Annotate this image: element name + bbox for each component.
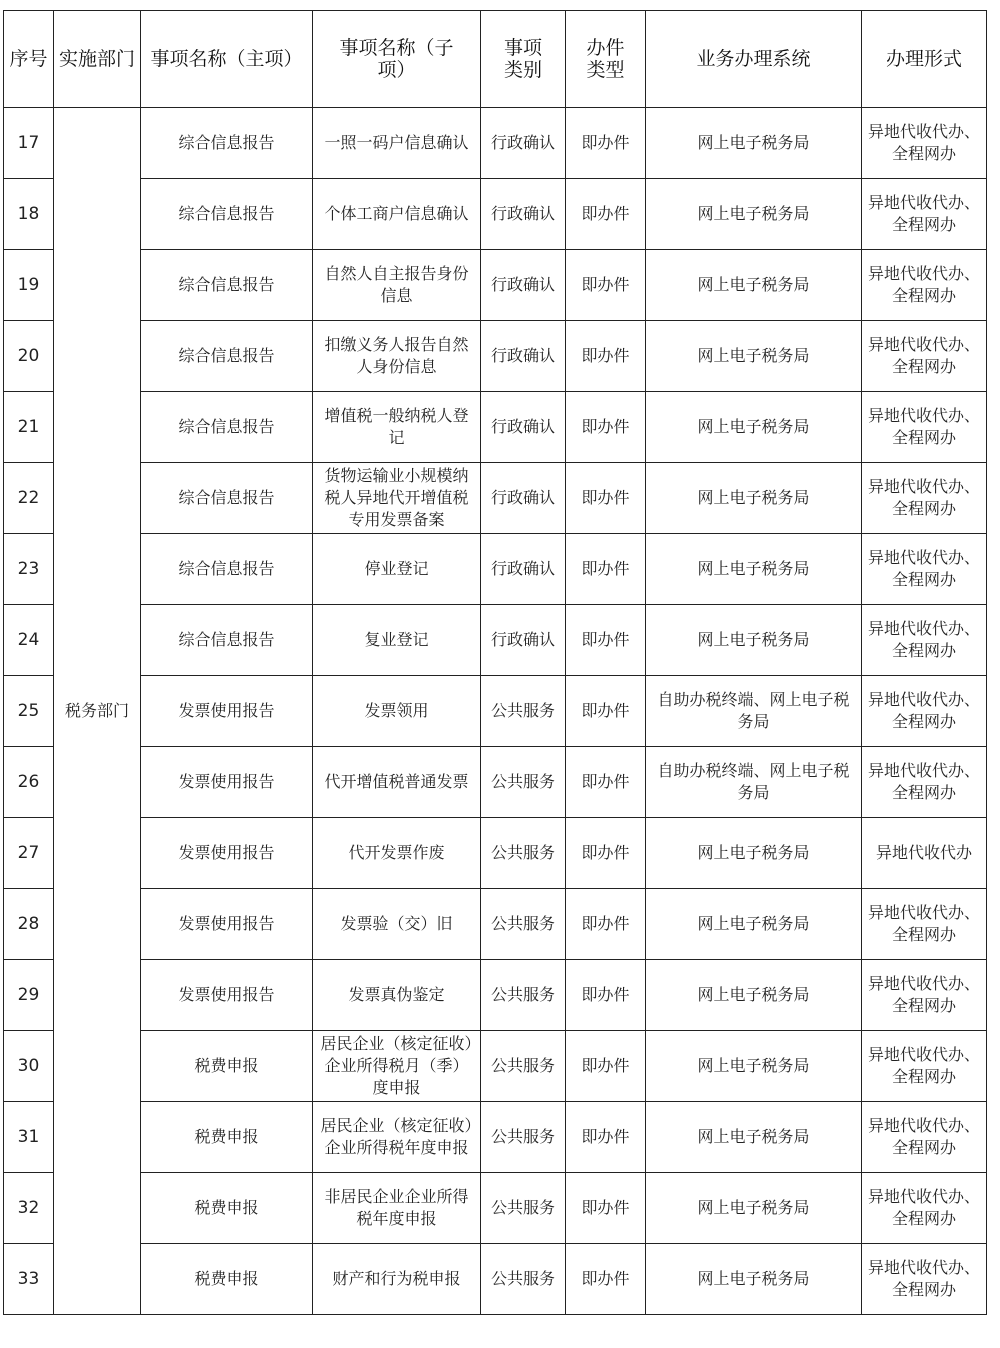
cell-system: 网上电子税务局 (646, 818, 862, 889)
cell-handle-type: 即办件 (566, 250, 646, 321)
cell-system: 自助办税终端、网上电子税务局 (646, 676, 862, 747)
table-row (4, 250, 987, 321)
cell-seq: 21 (4, 392, 54, 463)
cell-sub-item: 一照一码户信息确认 (313, 108, 481, 179)
table-row (4, 747, 987, 818)
cell-category: 公共服务 (481, 1244, 566, 1315)
cell-system: 网上电子税务局 (646, 108, 862, 179)
cell-sub-item: 财产和行为税申报 (313, 1244, 481, 1315)
cell-main-item: 综合信息报告 (141, 392, 313, 463)
table-row (4, 108, 987, 179)
cell-sub-item: 居民企业（核定征收）企业所得税年度申报 (313, 1102, 481, 1173)
cell-category: 公共服务 (481, 1173, 566, 1244)
header-form: 办理形式 (862, 11, 987, 108)
cell-system: 网上电子税务局 (646, 321, 862, 392)
header-dept: 实施部门 (54, 11, 141, 108)
cell-category: 公共服务 (481, 676, 566, 747)
cell-form: 异地代收代办、全程网办 (862, 960, 987, 1031)
header-sub-item: 事项名称（子项） (313, 11, 481, 108)
cell-form: 异地代收代办、全程网办 (862, 463, 987, 534)
table-row (4, 1102, 987, 1173)
cell-system: 网上电子税务局 (646, 889, 862, 960)
cell-main-item: 综合信息报告 (141, 321, 313, 392)
cell-seq: 32 (4, 1173, 54, 1244)
cell-main-item: 税费申报 (141, 1244, 313, 1315)
cell-handle-type: 即办件 (566, 1102, 646, 1173)
cell-sub-item: 货物运输业小规模纳税人异地代开增值税专用发票备案 (313, 463, 481, 534)
cell-handle-type: 即办件 (566, 676, 646, 747)
cell-system: 网上电子税务局 (646, 463, 862, 534)
table-row (4, 1031, 987, 1102)
cell-seq: 20 (4, 321, 54, 392)
cell-main-item: 发票使用报告 (141, 889, 313, 960)
table-row (4, 960, 987, 1031)
cell-main-item: 发票使用报告 (141, 676, 313, 747)
cell-handle-type: 即办件 (566, 1031, 646, 1102)
cell-seq: 27 (4, 818, 54, 889)
cell-handle-type: 即办件 (566, 889, 646, 960)
table-row (4, 321, 987, 392)
cell-system: 网上电子税务局 (646, 1102, 862, 1173)
cell-main-item: 发票使用报告 (141, 818, 313, 889)
table-row (4, 605, 987, 676)
cell-seq: 26 (4, 747, 54, 818)
cell-system: 网上电子税务局 (646, 960, 862, 1031)
cell-seq: 28 (4, 889, 54, 960)
cell-system: 自助办税终端、网上电子税务局 (646, 747, 862, 818)
cell-main-item: 发票使用报告 (141, 960, 313, 1031)
cell-sub-item: 发票真伪鉴定 (313, 960, 481, 1031)
cell-form: 异地代收代办、全程网办 (862, 1102, 987, 1173)
cell-form: 异地代收代办、全程网办 (862, 1244, 987, 1315)
cell-sub-item: 增值税一般纳税人登记 (313, 392, 481, 463)
cell-form: 异地代收代办、全程网办 (862, 676, 987, 747)
cell-seq: 31 (4, 1102, 54, 1173)
cell-sub-item: 发票领用 (313, 676, 481, 747)
cell-main-item: 综合信息报告 (141, 108, 313, 179)
cell-sub-item: 停业登记 (313, 534, 481, 605)
cell-sub-item: 扣缴义务人报告自然人身份信息 (313, 321, 481, 392)
cell-seq: 22 (4, 463, 54, 534)
cell-main-item: 发票使用报告 (141, 747, 313, 818)
cell-system: 网上电子税务局 (646, 605, 862, 676)
cell-handle-type: 即办件 (566, 179, 646, 250)
cell-system: 网上电子税务局 (646, 179, 862, 250)
cell-seq: 18 (4, 179, 54, 250)
cell-main-item: 综合信息报告 (141, 179, 313, 250)
cell-form: 异地代收代办 (862, 818, 987, 889)
cell-handle-type: 即办件 (566, 108, 646, 179)
table-row (4, 392, 987, 463)
cell-handle-type: 即办件 (566, 747, 646, 818)
cell-system: 网上电子税务局 (646, 392, 862, 463)
cell-main-item: 综合信息报告 (141, 463, 313, 534)
header-main-item: 事项名称（主项） (141, 11, 313, 108)
cell-handle-type: 即办件 (566, 960, 646, 1031)
cell-form: 异地代收代办、全程网办 (862, 1173, 987, 1244)
cell-sub-item: 复业登记 (313, 605, 481, 676)
cell-handle-type: 即办件 (566, 818, 646, 889)
cell-form: 异地代收代办、全程网办 (862, 747, 987, 818)
cell-seq: 17 (4, 108, 54, 179)
cell-category: 行政确认 (481, 179, 566, 250)
table-row (4, 818, 987, 889)
header-category: 事项类别 (481, 11, 566, 108)
cell-category: 行政确认 (481, 534, 566, 605)
cell-form: 异地代收代办、全程网办 (862, 108, 987, 179)
cell-form: 异地代收代办、全程网办 (862, 889, 987, 960)
cell-category: 公共服务 (481, 889, 566, 960)
cell-category: 公共服务 (481, 960, 566, 1031)
cell-form: 异地代收代办、全程网办 (862, 605, 987, 676)
header-system: 业务办理系统 (646, 11, 862, 108)
table-row (4, 534, 987, 605)
table-row (4, 1244, 987, 1315)
cell-handle-type: 即办件 (566, 463, 646, 534)
cell-seq: 29 (4, 960, 54, 1031)
header-seq: 序号 (4, 11, 54, 108)
cell-category: 行政确认 (481, 250, 566, 321)
header-handle-type: 办件类型 (566, 11, 646, 108)
cell-main-item: 税费申报 (141, 1031, 313, 1102)
table-row (4, 676, 987, 747)
cell-sub-item: 个体工商户信息确认 (313, 179, 481, 250)
cell-category: 公共服务 (481, 747, 566, 818)
cell-form: 异地代收代办、全程网办 (862, 534, 987, 605)
cell-main-item: 综合信息报告 (141, 605, 313, 676)
cell-category: 行政确认 (481, 108, 566, 179)
cell-category: 公共服务 (481, 1102, 566, 1173)
cell-seq: 23 (4, 534, 54, 605)
cell-main-item: 综合信息报告 (141, 250, 313, 321)
cell-handle-type: 即办件 (566, 392, 646, 463)
cell-seq: 19 (4, 250, 54, 321)
cell-form: 异地代收代办、全程网办 (862, 392, 987, 463)
cell-system: 网上电子税务局 (646, 1173, 862, 1244)
table-row (4, 463, 987, 534)
cell-main-item: 综合信息报告 (141, 534, 313, 605)
cell-handle-type: 即办件 (566, 534, 646, 605)
matters-table (3, 10, 987, 1315)
cell-sub-item: 代开增值税普通发票 (313, 747, 481, 818)
cell-category: 行政确认 (481, 392, 566, 463)
cell-handle-type: 即办件 (566, 1244, 646, 1315)
cell-department: 税务部门 (54, 108, 141, 1315)
cell-sub-item: 自然人自主报告身份信息 (313, 250, 481, 321)
cell-handle-type: 即办件 (566, 321, 646, 392)
cell-seq: 25 (4, 676, 54, 747)
cell-handle-type: 即办件 (566, 1173, 646, 1244)
cell-seq: 33 (4, 1244, 54, 1315)
cell-form: 异地代收代办、全程网办 (862, 250, 987, 321)
cell-category: 行政确认 (481, 321, 566, 392)
cell-category: 行政确认 (481, 605, 566, 676)
cell-system: 网上电子税务局 (646, 1244, 862, 1315)
cell-sub-item: 居民企业（核定征收）企业所得税月（季）度申报 (313, 1031, 481, 1102)
cell-category: 公共服务 (481, 818, 566, 889)
cell-sub-item: 非居民企业企业所得税年度申报 (313, 1173, 481, 1244)
table-row (4, 1173, 987, 1244)
cell-seq: 24 (4, 605, 54, 676)
cell-system: 网上电子税务局 (646, 250, 862, 321)
cell-main-item: 税费申报 (141, 1173, 313, 1244)
cell-form: 异地代收代办、全程网办 (862, 179, 987, 250)
table-row (4, 889, 987, 960)
cell-category: 行政确认 (481, 463, 566, 534)
cell-seq: 30 (4, 1031, 54, 1102)
cell-category: 公共服务 (481, 1031, 566, 1102)
cell-form: 异地代收代办、全程网办 (862, 1031, 987, 1102)
cell-system: 网上电子税务局 (646, 534, 862, 605)
cell-sub-item: 发票验（交）旧 (313, 889, 481, 960)
cell-sub-item: 代开发票作废 (313, 818, 481, 889)
cell-form: 异地代收代办、全程网办 (862, 321, 987, 392)
header-row (4, 11, 987, 108)
cell-system: 网上电子税务局 (646, 1031, 862, 1102)
table-row (4, 179, 987, 250)
cell-main-item: 税费申报 (141, 1102, 313, 1173)
cell-handle-type: 即办件 (566, 605, 646, 676)
